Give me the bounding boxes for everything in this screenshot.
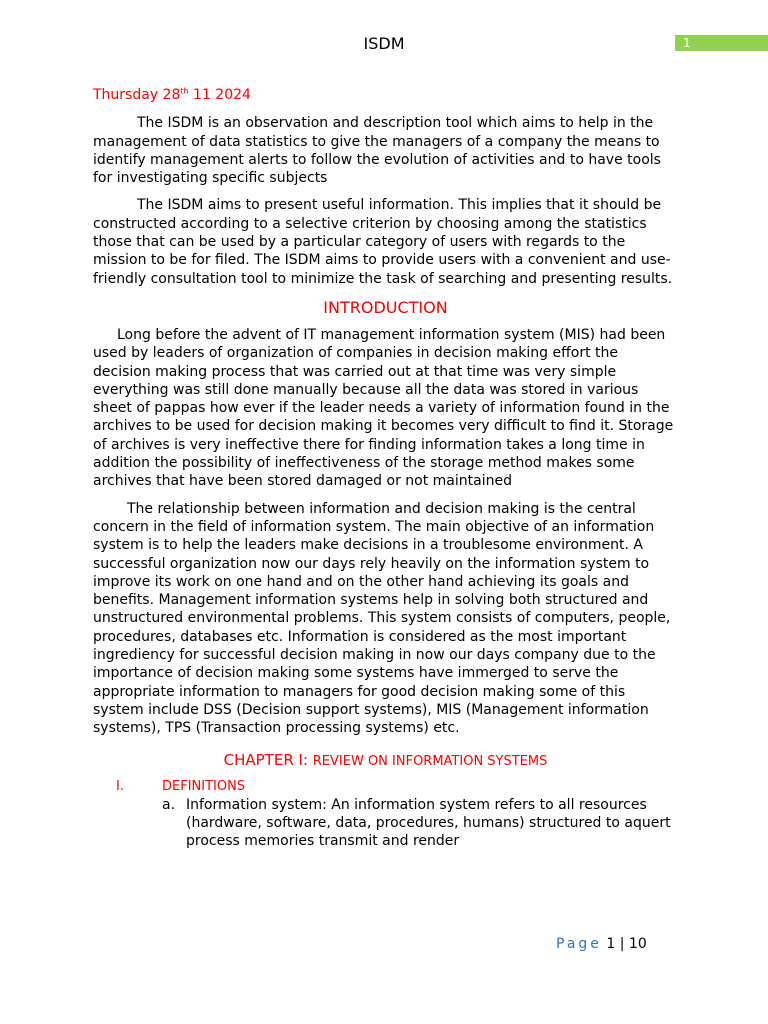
body-paragraph-2: The relationship between information and decision making is the central concern in the field of information system. The main objective of an information system is to help the leaders make decisions in a troublesome environment. A successful organization now our days rely heavily on the information system to improve its work on one hand and on the other hand achieving its goals and benefits. Management information systems help in solving both structured and unstructured environmental problems. This system consists of computers, people, procedures, databases etc. Information is considered as the most important ingrediency for successful decision making in now our days company due to the importance of decision making some systems have immerged to serve the appropriate information to managers for good decision making some of this system include DSS (Decision support systems), MIS (Management information systems), TPS (Transaction processing systems) etc. (93, 500, 671, 737)
chapter-heading-prefix: CHAPTER I: (223, 750, 313, 769)
date-rest: 11 2024 (188, 87, 251, 103)
intro-paragraph-1: The ISDM is an observation and description tool which aims to help in the management of data statistics to give the managers of a company the means to identify management alerts to follow the evolution of activities and to have tools for investigating specific subjects (93, 115, 661, 187)
list-marker: a. (162, 796, 176, 813)
page-number-tab: 1 (675, 35, 768, 51)
list-item-text: Information system: An information system refers to all resources (hardware, software, data, procedures, humans) structured to aquert process memories transmit and render (186, 796, 671, 850)
document-body (93, 86, 678, 850)
date-superscript: th (180, 86, 189, 96)
page-header-title: ISDM (363, 34, 405, 53)
intro-paragraph-2: The ISDM aims to present useful information. This implies that it should be constructed according to a selective criterion by choosing among the statistics those that can be used by a particular category of users with regards to the mission to be for filed. The ISDM aims to provide users with a convenient and use- friendly consultation tool to minimize the task of searching and presenting results. (93, 197, 673, 287)
section-heading (93, 778, 678, 796)
footer-page-total: 10 (628, 936, 647, 952)
section-number: I. (116, 778, 124, 794)
date-main: Thursday 28 (93, 87, 181, 103)
body-paragraph-1: Long before the advent of IT management information system (MIS) had been used by leaders of organization of companies in decision making effort the decision making process that was carried out at that time was very simple everything was still done manually because all the data was stored in various sheet of pappas how ever if the leader needs a variety of information found in the archives to be used for decision making it becomes very difficult to find it. Storage of archives is very ineffective there for finding information takes a long time in addition the possibility of ineffectiveness of the storage method makes some archives that have been stored damaged or not maintained (93, 326, 674, 490)
chapter-heading-title: REVIEW ON INFORMATION SYSTEMS (312, 753, 548, 769)
document-date (93, 86, 678, 104)
footer-page-word: Page (556, 936, 602, 952)
introduction-heading: INTRODUCTION (323, 297, 448, 317)
list-item (93, 796, 678, 851)
footer-page-current: 1 (606, 936, 616, 952)
footer-separator: | (619, 936, 625, 952)
section-title: DEFINITIONS (162, 778, 246, 794)
footer-page-number (556, 936, 647, 952)
chapter-heading (93, 750, 678, 772)
